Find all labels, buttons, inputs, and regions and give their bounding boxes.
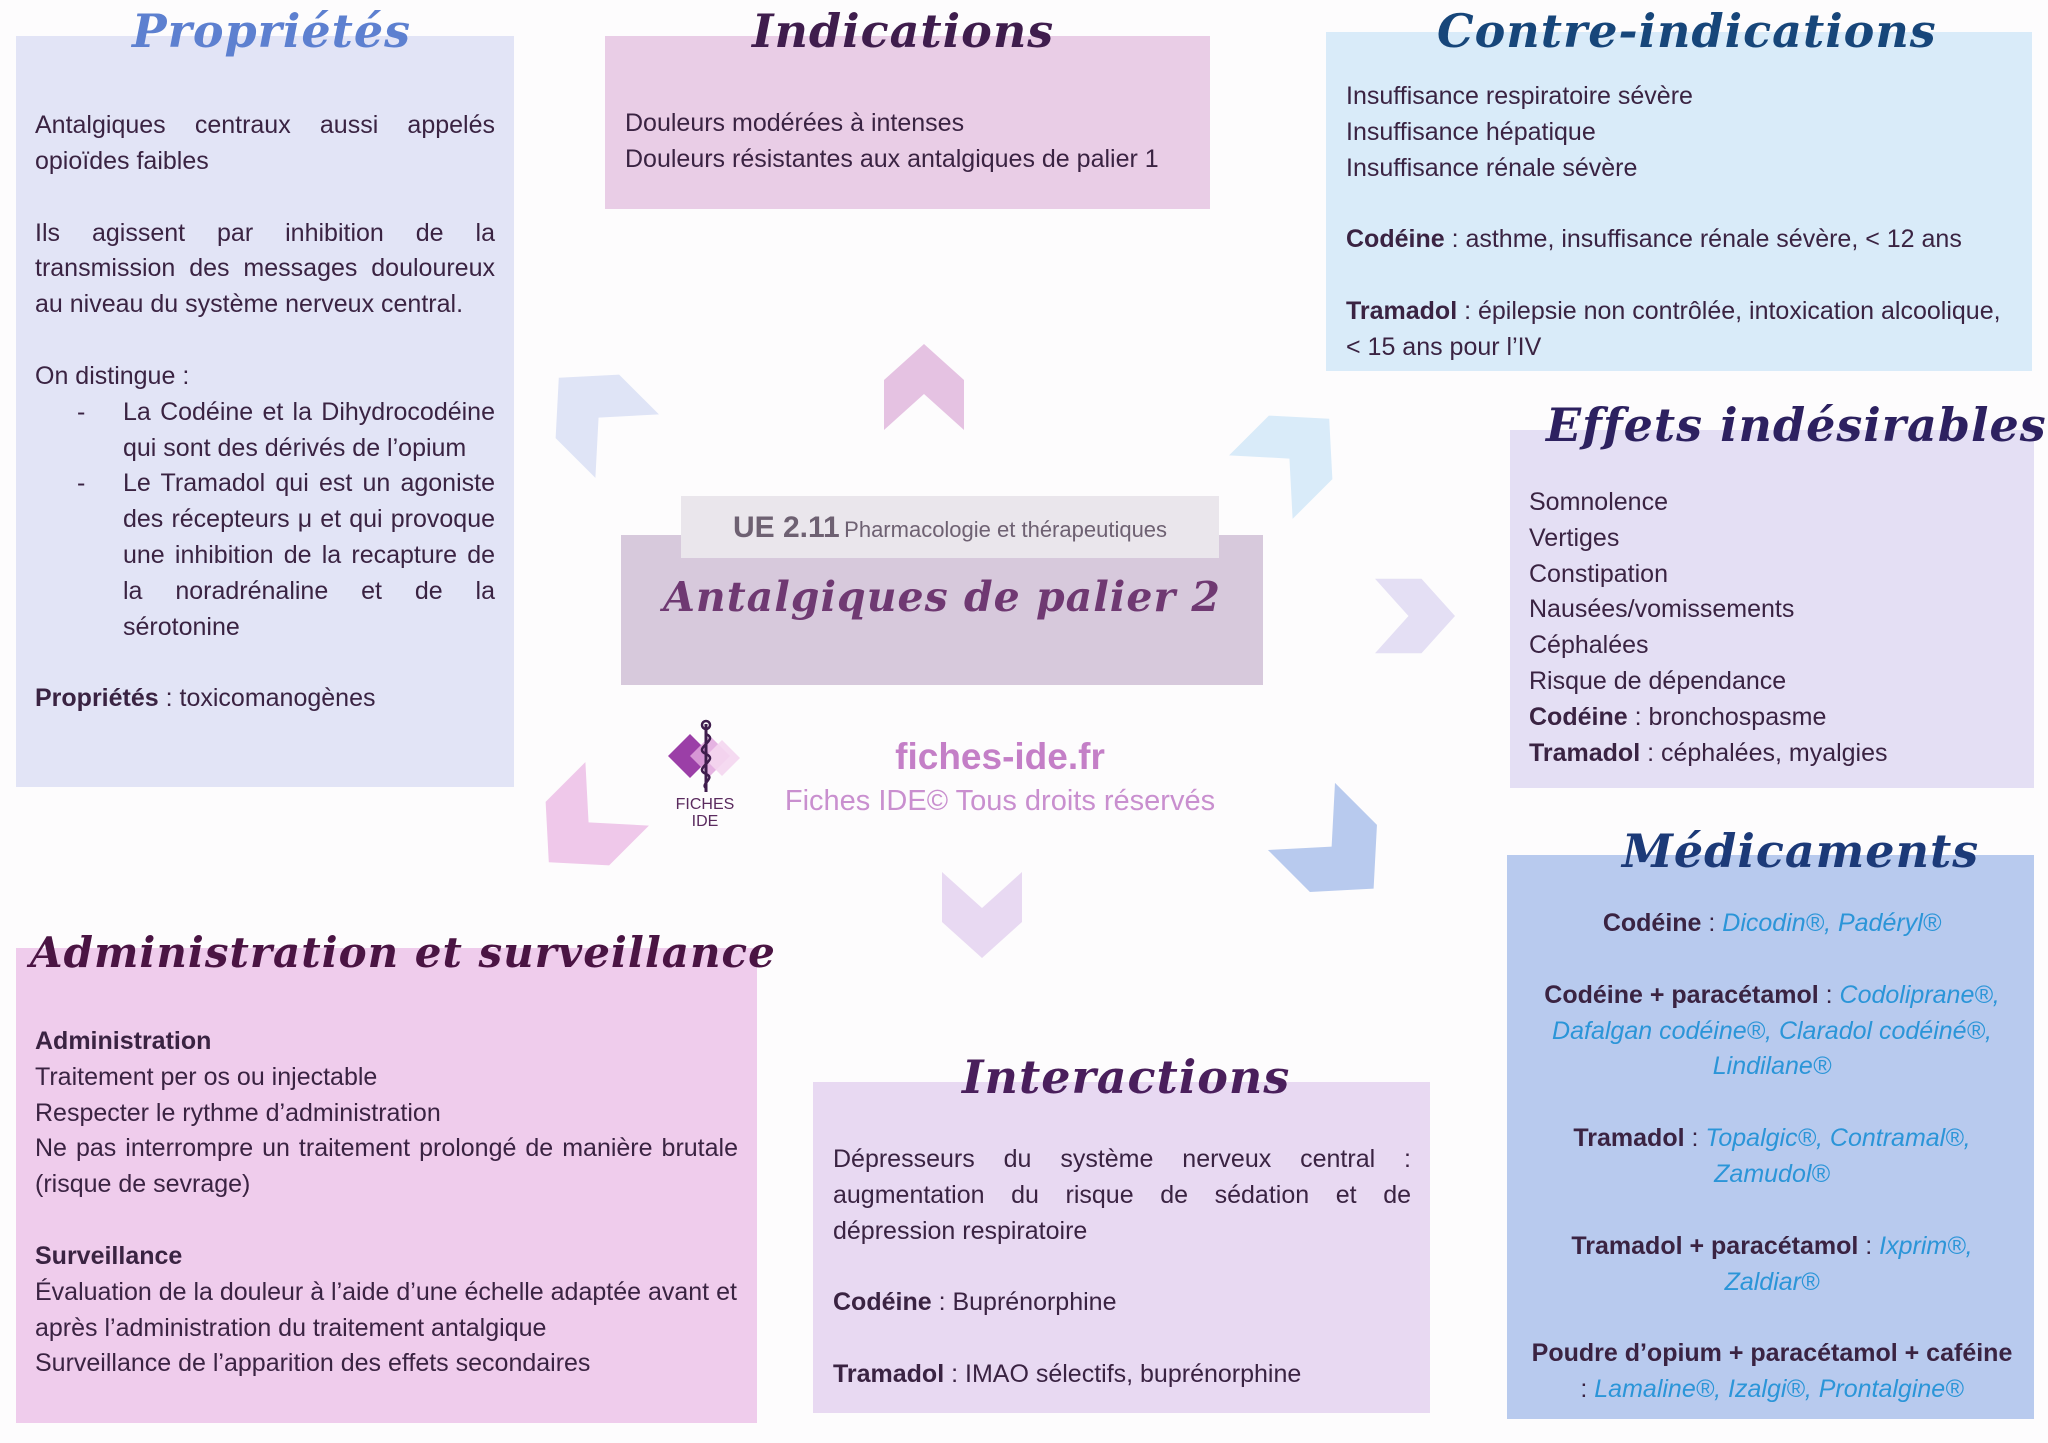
chevron-right-icon [1375, 571, 1455, 661]
page-title: Antalgiques de palier 2 [663, 573, 1221, 621]
indications-line: Douleurs modérées à intenses [625, 109, 965, 137]
tramadol-label: Tramadol [833, 1360, 945, 1389]
indications-heading: Indications [752, 4, 1055, 58]
chevron-up-right-icon [1228, 386, 1362, 520]
interactions-content [833, 1142, 1411, 1393]
medicaments-heading: Médicaments [1622, 824, 1980, 878]
administration-content [35, 1024, 738, 1382]
proprietes-panel [16, 36, 514, 787]
contre-indications-panel [1326, 32, 2032, 371]
medicament-label: Codéine + paracétamol [1544, 980, 1819, 1009]
administration-line: Respecter le rythme d’administration [35, 1098, 441, 1127]
contre-indications-tramadol [1346, 294, 2016, 366]
chevron-up-left-icon [526, 345, 660, 479]
effets-content [1529, 485, 2009, 771]
surveillance-line: Surveillance de l’apparition des effets secondaires [35, 1349, 591, 1378]
codeine-label: Codéine [1529, 702, 1628, 731]
administration-line: Traitement per os ou injectable [35, 1062, 378, 1091]
medicament-drugs: Codoliprane®, Dafalgan codéine®, Claradol codéiné®, Lindilane® [1552, 980, 2000, 1081]
administration-panel [16, 948, 757, 1423]
effets-line: Somnolence [1529, 488, 1668, 516]
codeine-text: : Buprénorphine [931, 1288, 1117, 1317]
site-url: fiches-ide.fr [895, 736, 1105, 777]
surveillance-subtitle: Surveillance [35, 1241, 183, 1270]
contre-indications-line: Insuffisance rénale sévère [1346, 153, 1638, 182]
ue-line [681, 511, 1219, 545]
effets-line: Vertiges [1529, 523, 1620, 552]
proprietes-last-text: : toxicomanogènes [158, 684, 376, 713]
proprietes-text-1: Antalgiques centraux aussi appelés opioïdes faibles [35, 111, 495, 175]
medicament-group: Codéine + paracétamol : Codoliprane®, Dafalgan codéine®, Claradol codéiné®, Lindilane® [1544, 980, 2000, 1081]
effets-heading: Effets indésirables [1546, 398, 2047, 452]
surveillance-line: Évaluation de la douleur à l’aide d’une échelle adaptée avant et après l’administration du traitement antalgique [35, 1277, 737, 1342]
tramadol-label: Tramadol [1346, 297, 1458, 326]
proprietes-text-2: Ils agissent par inhibition de la transmission des messages douloureux au niveau du système nerveux central. [35, 218, 495, 319]
codeine-label: Codéine [1346, 225, 1445, 254]
interactions-text-1: Dépresseurs du système nerveux central : augmentation du risque de sédation et de dépression respiratoire [833, 1145, 1411, 1245]
medicament-group: Poudre d’opium + paracétamol + caféine : Lamaline®, Izalgi®, Prontalgine® [1531, 1339, 2013, 1404]
logo-text-line1: FICHES [675, 796, 735, 813]
proprietes-content [35, 108, 495, 717]
chevron-up-icon [884, 344, 964, 430]
effets-line: Nausées/vomissements [1529, 595, 1795, 624]
tramadol-label: Tramadol [1529, 738, 1641, 767]
effets-line: Céphalées [1529, 631, 1649, 660]
codeine-text: : bronchospasme [1627, 702, 1827, 731]
indications-content [625, 106, 1195, 178]
contre-indications-line: Insuffisance respiratoire sévère [1346, 82, 1693, 110]
medicament-group: Tramadol + paracétamol : Ixprim®, Zaldiar® [1571, 1231, 1973, 1296]
medicament-drugs: Ixprim®, Zaldiar® [1724, 1231, 1973, 1296]
effets-line: Risque de dépendance [1529, 666, 1787, 695]
tramadol-text: : céphalées, myalgies [1640, 738, 1888, 767]
medicament-drugs: Dicodin®, Padéryl® [1722, 909, 1942, 937]
medicament-label: Poudre d’opium + paracétamol + caféine [1531, 1339, 2013, 1368]
interactions-heading: Interactions [962, 1050, 1291, 1104]
effets-tramadol [1529, 736, 2009, 772]
list-item: - Le Tramadol qui est un agoniste des récepteurs μ et qui provoque une inhibition de la recapture de la noradrénaline et de la sérotonine [123, 466, 495, 645]
copyright-text: Fiches IDE© Tous droits réservés [784, 785, 1216, 817]
medicament-label: Tramadol [1573, 1124, 1685, 1153]
medicaments-content [1527, 906, 2017, 1408]
tramadol-text: : IMAO sélectifs, buprénorphine [944, 1360, 1302, 1389]
medicament-drugs: Topalgic®, Contramal®, Zamudol® [1705, 1124, 1971, 1188]
ue-code: UE 2.11 [732, 511, 840, 544]
indications-line: Douleurs résistantes aux antalgiques de palier 1 [625, 144, 1159, 173]
contre-indications-content [1346, 79, 2016, 366]
list-item: - La Codéine et la Dihydrocodéine qui sont des dérivés de l’opium [123, 395, 495, 467]
medicaments-panel [1507, 855, 2034, 1419]
codeine-label: Codéine [833, 1288, 932, 1317]
effets-line: Constipation [1529, 559, 1668, 588]
chevron-down-right-icon [1267, 782, 1408, 923]
proprietes-last-label: Propriétés [35, 684, 159, 713]
proprietes-text-3: On distingue : [35, 361, 190, 390]
medicament-label: Codéine [1602, 909, 1702, 937]
codeine-text: : asthme, insuffisance rénale sévère, < 12 ans [1444, 225, 1962, 254]
administration-subtitle: Administration [35, 1027, 212, 1055]
chevron-down-icon [942, 868, 1022, 962]
ue-name: Pharmacologie et thérapeutiques [844, 517, 1168, 542]
proprietes-heading: Propriétés [132, 4, 412, 58]
administration-line: Ne pas interrompre un traitement prolongé de manière brutale (risque de sevrage) [35, 1134, 738, 1199]
interactions-tramadol [833, 1357, 1411, 1393]
contre-indications-line: Insuffisance hépatique [1346, 117, 1596, 146]
proprietes-last [35, 681, 495, 717]
caduceus-logo-icon [660, 718, 750, 830]
interactions-panel [813, 1082, 1430, 1413]
medicament-label: Tramadol + paracétamol [1571, 1231, 1859, 1260]
chevron-down-left-icon [516, 761, 650, 895]
tramadol-text: : épilepsie non contrôlée, intoxication alcoolique, < 15 ans pour l’IV [1346, 297, 2001, 361]
ue-label-box [681, 496, 1219, 558]
medicament-group: Tramadol : Topalgic®, Contramal®, Zamudol® [1573, 1124, 1971, 1188]
medicament-group: Codéine : Dicodin®, Padéryl® [1602, 909, 1942, 937]
contre-indications-codeine [1346, 222, 2016, 258]
logo-text-line2: IDE [691, 813, 719, 830]
effets-panel [1510, 430, 2034, 788]
proprietes-list [35, 395, 495, 646]
interactions-codeine [833, 1285, 1411, 1321]
contre-indications-heading: Contre-indications [1437, 4, 1937, 58]
medicament-drugs: Lamaline®, Izalgi®, Prontalgine® [1594, 1375, 1964, 1404]
indications-panel [605, 36, 1210, 209]
logo-text [660, 796, 750, 830]
administration-heading: Administration et surveillance [30, 928, 776, 977]
effets-codeine [1529, 700, 2009, 736]
